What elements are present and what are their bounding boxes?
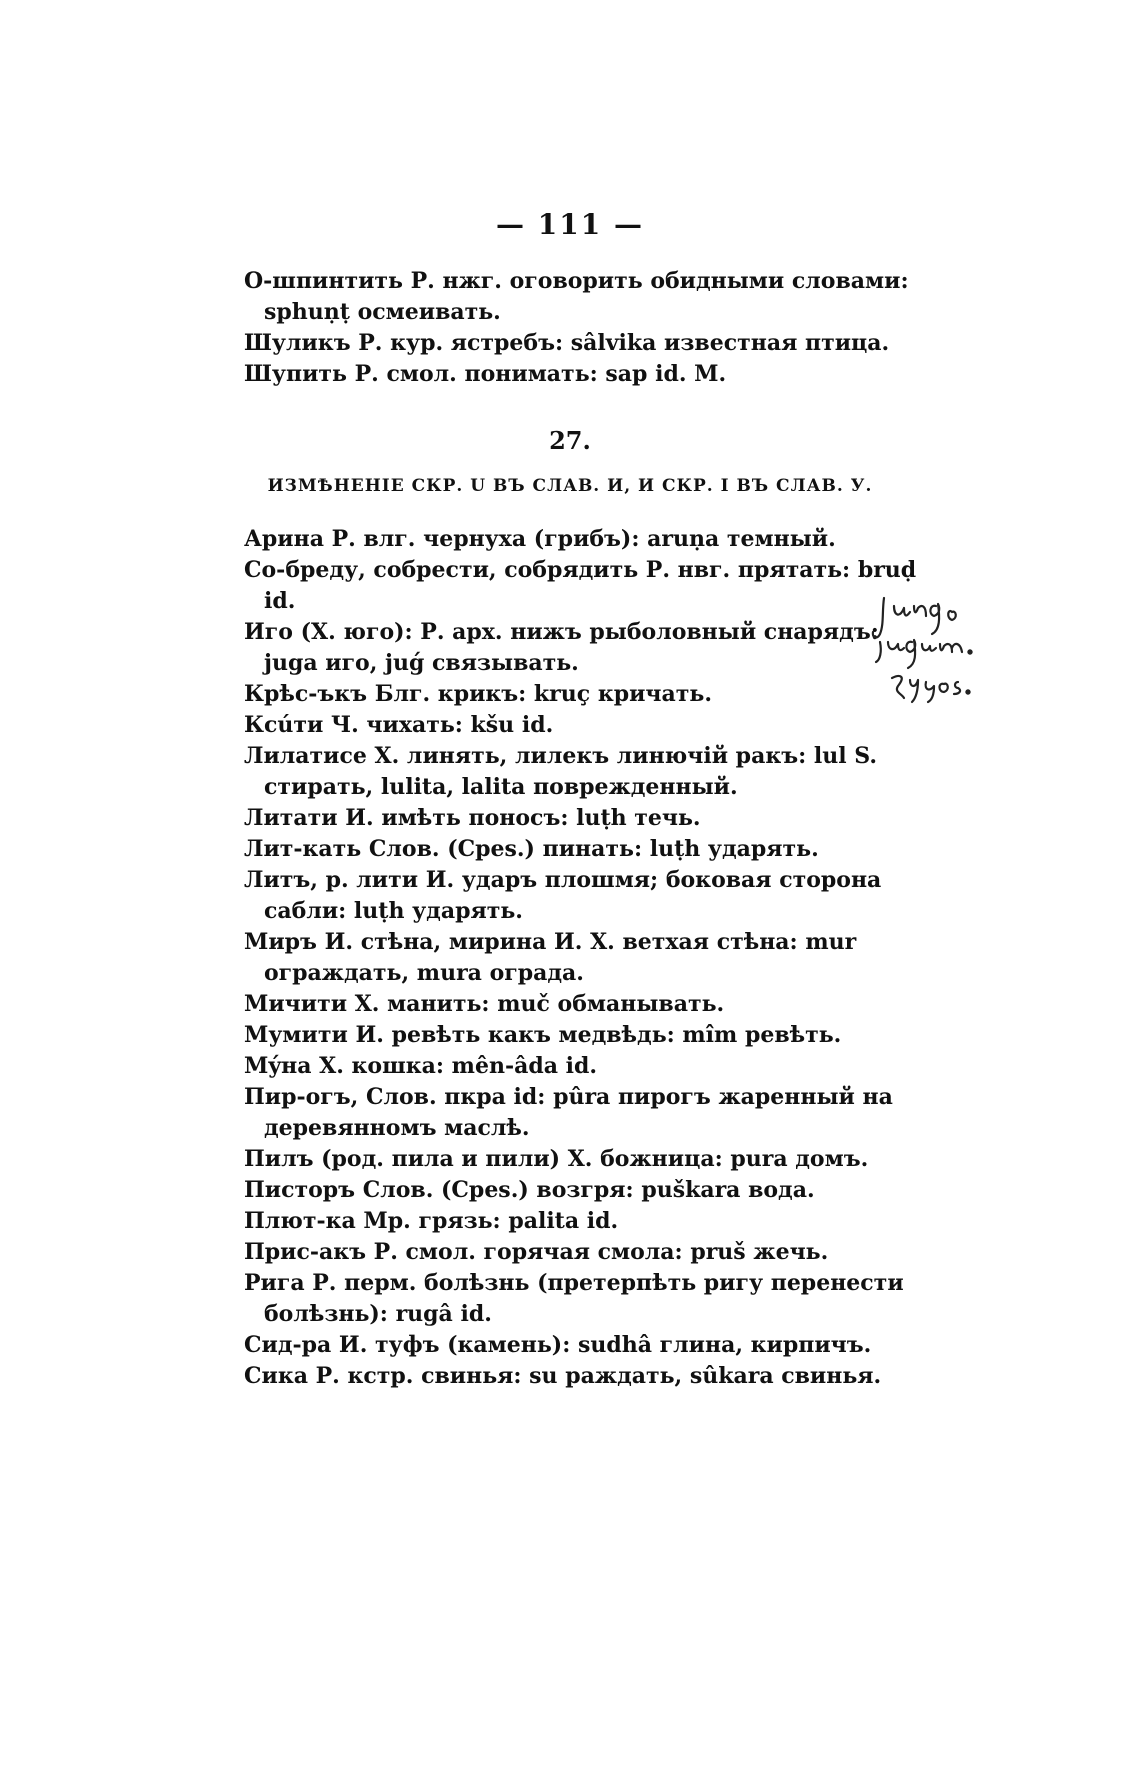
dictionary-entry: Сика Р. кстр. свинья: su раждать, sûkara свинья.	[244, 1363, 882, 1389]
marginalia-line	[906, 640, 915, 668]
marginalia-line	[948, 611, 956, 620]
dictionary-entry: Со-бреду, собрести, собрядить Р. нвг. прятать: bruḍ id.	[244, 557, 917, 614]
marginalia-line	[922, 644, 962, 652]
section-heading: ИЗМѢНЕНІЕ СКР. U ВЪ СЛАВ. И, И СКР. I ВЪ СЛАВ. У.	[267, 476, 873, 496]
marginalia-line	[894, 606, 926, 616]
page-number: — 111 —	[496, 208, 644, 241]
dictionary-entry: Плют-ка Мр. грязь: palita id.	[244, 1208, 619, 1234]
dictionary-entry: Шуликъ Р. кур. ястребъ: sâlvika известная птица.	[244, 330, 890, 356]
dictionary-entry: Прис-акъ Р. смол. горячая смола: pruš жечь.	[244, 1239, 829, 1265]
dictionary-entry: Арина Р. влг. чернуха (грибъ): aruṇa темный.	[244, 526, 836, 552]
dictionary-entry: Мýна Х. кошка: mên-âda id.	[244, 1053, 598, 1079]
marginalia-dot	[968, 650, 971, 653]
dictionary-entry: Сид-ра И. туфъ (камень): sudhâ глина, кирпичъ.	[244, 1332, 872, 1358]
section-number: 27.	[549, 426, 591, 455]
dictionary-entry: Лилатисе Х. линять, лилекъ линючій ракъ: lul S. стирать, lulita, lalita поврежденный.	[244, 743, 877, 800]
dictionary-entry: Мичити Х. манить: muč обманывать.	[244, 991, 725, 1017]
marginalia-line	[873, 598, 884, 638]
marginalia-line	[876, 642, 881, 662]
marginalia-line	[940, 684, 948, 692]
dictionary-entry: Лит-кать Слов. (Среs.) пинать: luṭh ударять.	[244, 836, 819, 862]
marginalia-line	[926, 682, 934, 702]
marginalia-line	[892, 676, 904, 698]
dictionary-entry: Пилъ (род. пила и пили) Х. божница: pura домъ.	[244, 1146, 869, 1172]
dictionary-entry: Пир-огъ, Слов. пкра id: pûra пирогъ жаренный на деревянномъ маслѣ.	[244, 1084, 893, 1141]
dictionary-entry: О-шпинтить Р. нжг. оговорить обидными словами: sphuṇṭ осмеивать.	[244, 268, 909, 325]
dictionary-entry: Писторъ Слов. (Среs.) возгря: puškara вода.	[244, 1177, 815, 1203]
dictionary-entry: Рига Р. перм. болѣзнь (претерпѣть ригу перенести болѣзнь): rugâ id.	[244, 1270, 904, 1327]
marginalia-line	[954, 682, 960, 694]
dictionary-entry: Литати И. имѣть поносъ: luṭh течь.	[244, 805, 701, 831]
dictionary-entry: Иго (Х. юго): Р. арх. нижъ рыболовный снарядъ: juga иго, juǵ связывать.	[244, 619, 879, 676]
marginalia-line	[930, 604, 939, 634]
handwritten-marginalia	[870, 590, 1050, 720]
entries-main	[244, 524, 924, 1392]
marginalia-line	[888, 642, 904, 650]
marginalia-dot	[966, 690, 969, 693]
dictionary-entry: Литъ, р. лити И. ударъ плошмя; боковая сторона сабли: luṭh ударять.	[244, 867, 882, 924]
marginalia-line	[910, 680, 918, 702]
dictionary-entry: Мумити И. ревѣть какъ медвѣдь: mîm ревѣть.	[244, 1022, 842, 1048]
dictionary-entry: Миръ И. стѣна, мирина И. Х. ветхая стѣна: mur ограждать, mura ограда.	[244, 929, 857, 986]
dictionary-entry: Крѣс-ъкъ Блг. крикъ: kruç кричать.	[244, 681, 712, 707]
dictionary-entry: Ксúти Ч. чихать: kšu id.	[244, 712, 554, 738]
entries-top	[244, 266, 924, 390]
dictionary-entry: Шупить Р. смол. понимать: sap id. М.	[244, 361, 727, 387]
